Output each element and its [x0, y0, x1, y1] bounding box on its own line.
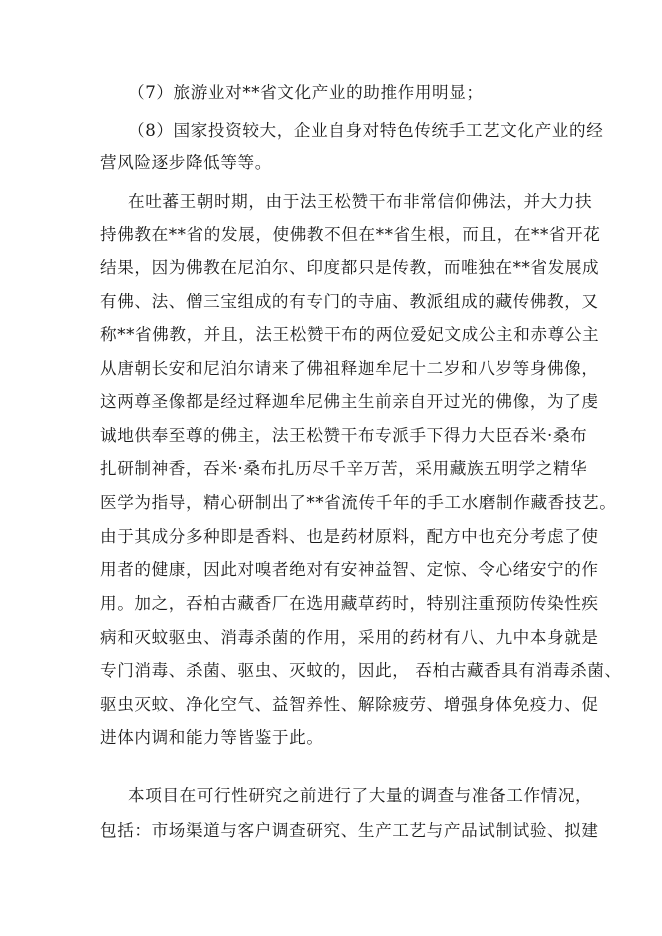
list-item-8-cont: 营风险逐步降低等等。 [100, 153, 272, 172]
text-line: 用。加之，吞柏古藏香厂在选用藏草药时，特别注重预防传染性疾 [100, 594, 599, 613]
text-line: 进体内调和能力等皆鉴于此。 [100, 728, 324, 747]
text-line: 诚地供奉至尊的佛主，法王松赞干布专派手下得力大臣吞米·桑布 [100, 426, 588, 445]
text-line: 医学为指导，精心研制出了**省流传千年的手工水磨制作藏香技艺。 [100, 493, 617, 512]
text-line: 本项目在可行性研究之前进行了大量的调查与准备工作情况， [128, 786, 593, 805]
text-line: 包括：市场渠道与客户调查研究、生产工艺与产品试制试验、拟建 [100, 821, 599, 840]
text-line: 用者的健康，因此对嗅者绝对有安神益智、定惊、令心绪安宁的作 [100, 560, 599, 579]
text-line: 驱虫灭蚊、净化空气、益智养性、解除疲劳、增强身体免疫力、促 [100, 695, 599, 714]
text-line: 称**省佛教，并且，法王松赞干布的两位爱妃文成公主和赤尊公主 [100, 325, 600, 344]
text-line: 持佛教在**省的发展，使佛教不但在**省生根，而且，在**省开花 [100, 225, 601, 244]
text-line: 专门消毒、杀菌、驱虫、灭蚊的，因此， 吞柏古藏香具有消毒杀菌、 [100, 661, 622, 680]
text-line: 在吐蕃王朝时期，由于法王松赞干布非常信仰佛法，并大力扶 [128, 192, 593, 211]
text-line: 有佛、法、僧三宝组成的有专门的寺庙、教派组成的藏传佛教，又 [100, 292, 599, 311]
text-line: 这两尊圣像都是经过释迦牟尼佛主生前亲自开过光的佛像，为了虔 [100, 392, 599, 411]
text-line: 从唐朝长安和尼泊尔请来了佛祖释迦牟尼十二岁和八岁等身佛像， [100, 359, 599, 378]
text-line: 扎研制神香，吞米·桑布扎历尽千辛万苦，采用藏族五明学之精华 [100, 459, 588, 478]
text-line: 由于其成分多种即是香料、也是药材原料，配方中也充分考虑了使 [100, 527, 599, 546]
text-line: 结果，因为佛教在尼泊尔、印度都只是传教，而唯独在**省发展成 [100, 258, 600, 277]
list-item-8: （8）国家投资较大，企业自身对特色传统手工艺文化产业的经 [128, 121, 604, 140]
list-item-7: （7）旅游业对**省文化产业的助推作用明显； [128, 83, 484, 102]
text-line: 病和灭蚊驱虫、消毒杀菌的作用，采用的药材有八、九中本身就是 [100, 628, 599, 647]
